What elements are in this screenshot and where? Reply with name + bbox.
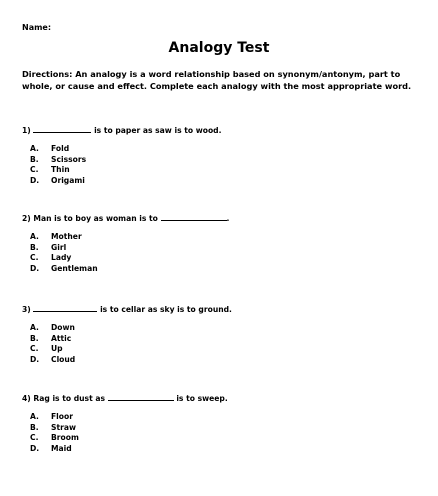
question-4-option-d[interactable]: D. Maid [30, 443, 72, 453]
question-2-text [22, 212, 422, 224]
question-2-option-d[interactable]: D. Gentleman [30, 263, 98, 273]
question-2-text-after: . [226, 214, 230, 223]
question-2-options [30, 232, 422, 274]
question-1-option-d[interactable]: D. Origami [30, 175, 85, 185]
question-3-option-c[interactable]: C. Up [30, 344, 63, 353]
name-label: Name: [22, 23, 52, 32]
question-1-options [30, 144, 422, 186]
question-4-text-before: Rag is to dust as [33, 394, 105, 403]
question-3-text-after: is to cellar as sky is to ground. [100, 305, 232, 314]
question-2-answer-blank[interactable] [161, 212, 227, 221]
question-2 [22, 212, 422, 274]
question-2-text-before: Man is to boy as woman is to [33, 214, 158, 223]
question-3-answer-blank[interactable] [33, 303, 97, 312]
question-1-text [22, 124, 422, 136]
question-4-number: 4) [22, 394, 34, 403]
question-4-options [30, 412, 422, 454]
question-3-option-a[interactable]: A. Down [30, 323, 75, 332]
question-1-option-c[interactable]: C. Thin [30, 165, 70, 174]
question-4-option-b[interactable]: B. Straw [30, 422, 76, 432]
question-4-option-c[interactable]: C. Broom [30, 433, 79, 442]
question-4-text [22, 392, 422, 404]
question-3-options [30, 323, 422, 365]
question-1 [22, 124, 422, 186]
question-3-text [22, 303, 422, 315]
directions-text: Directions: An analogy is a word relationship based on synonym/antonym, part to whole, or cause and effect. Complete each analogy with the most appropriate word. [22, 69, 412, 91]
question-2-option-b[interactable]: B. Girl [30, 242, 67, 252]
question-4-text-after: is to sweep. [176, 394, 228, 403]
question-2-number: 2) [22, 214, 31, 223]
question-3-option-d[interactable]: D. Cloud [30, 354, 76, 364]
question-1-option-b[interactable]: B. Scissors [30, 154, 87, 164]
question-2-option-c[interactable]: C. Lady [30, 253, 72, 262]
question-3 [22, 303, 422, 365]
question-1-number: 1) [22, 126, 31, 135]
question-1-text-after: is to paper as saw is to wood. [94, 126, 222, 135]
page-title: Analogy Test [168, 40, 270, 56]
question-4 [22, 392, 422, 454]
question-3-option-b[interactable]: B. Attic [30, 333, 72, 343]
question-4-option-a[interactable]: A. Floor [30, 412, 73, 421]
question-1-option-a[interactable]: A. Fold [30, 144, 70, 153]
question-2-option-a[interactable]: A. Mother [30, 232, 82, 241]
question-4-answer-blank[interactable] [108, 392, 174, 401]
question-1-answer-blank[interactable] [33, 124, 91, 133]
question-3-number: 3) [22, 305, 31, 314]
